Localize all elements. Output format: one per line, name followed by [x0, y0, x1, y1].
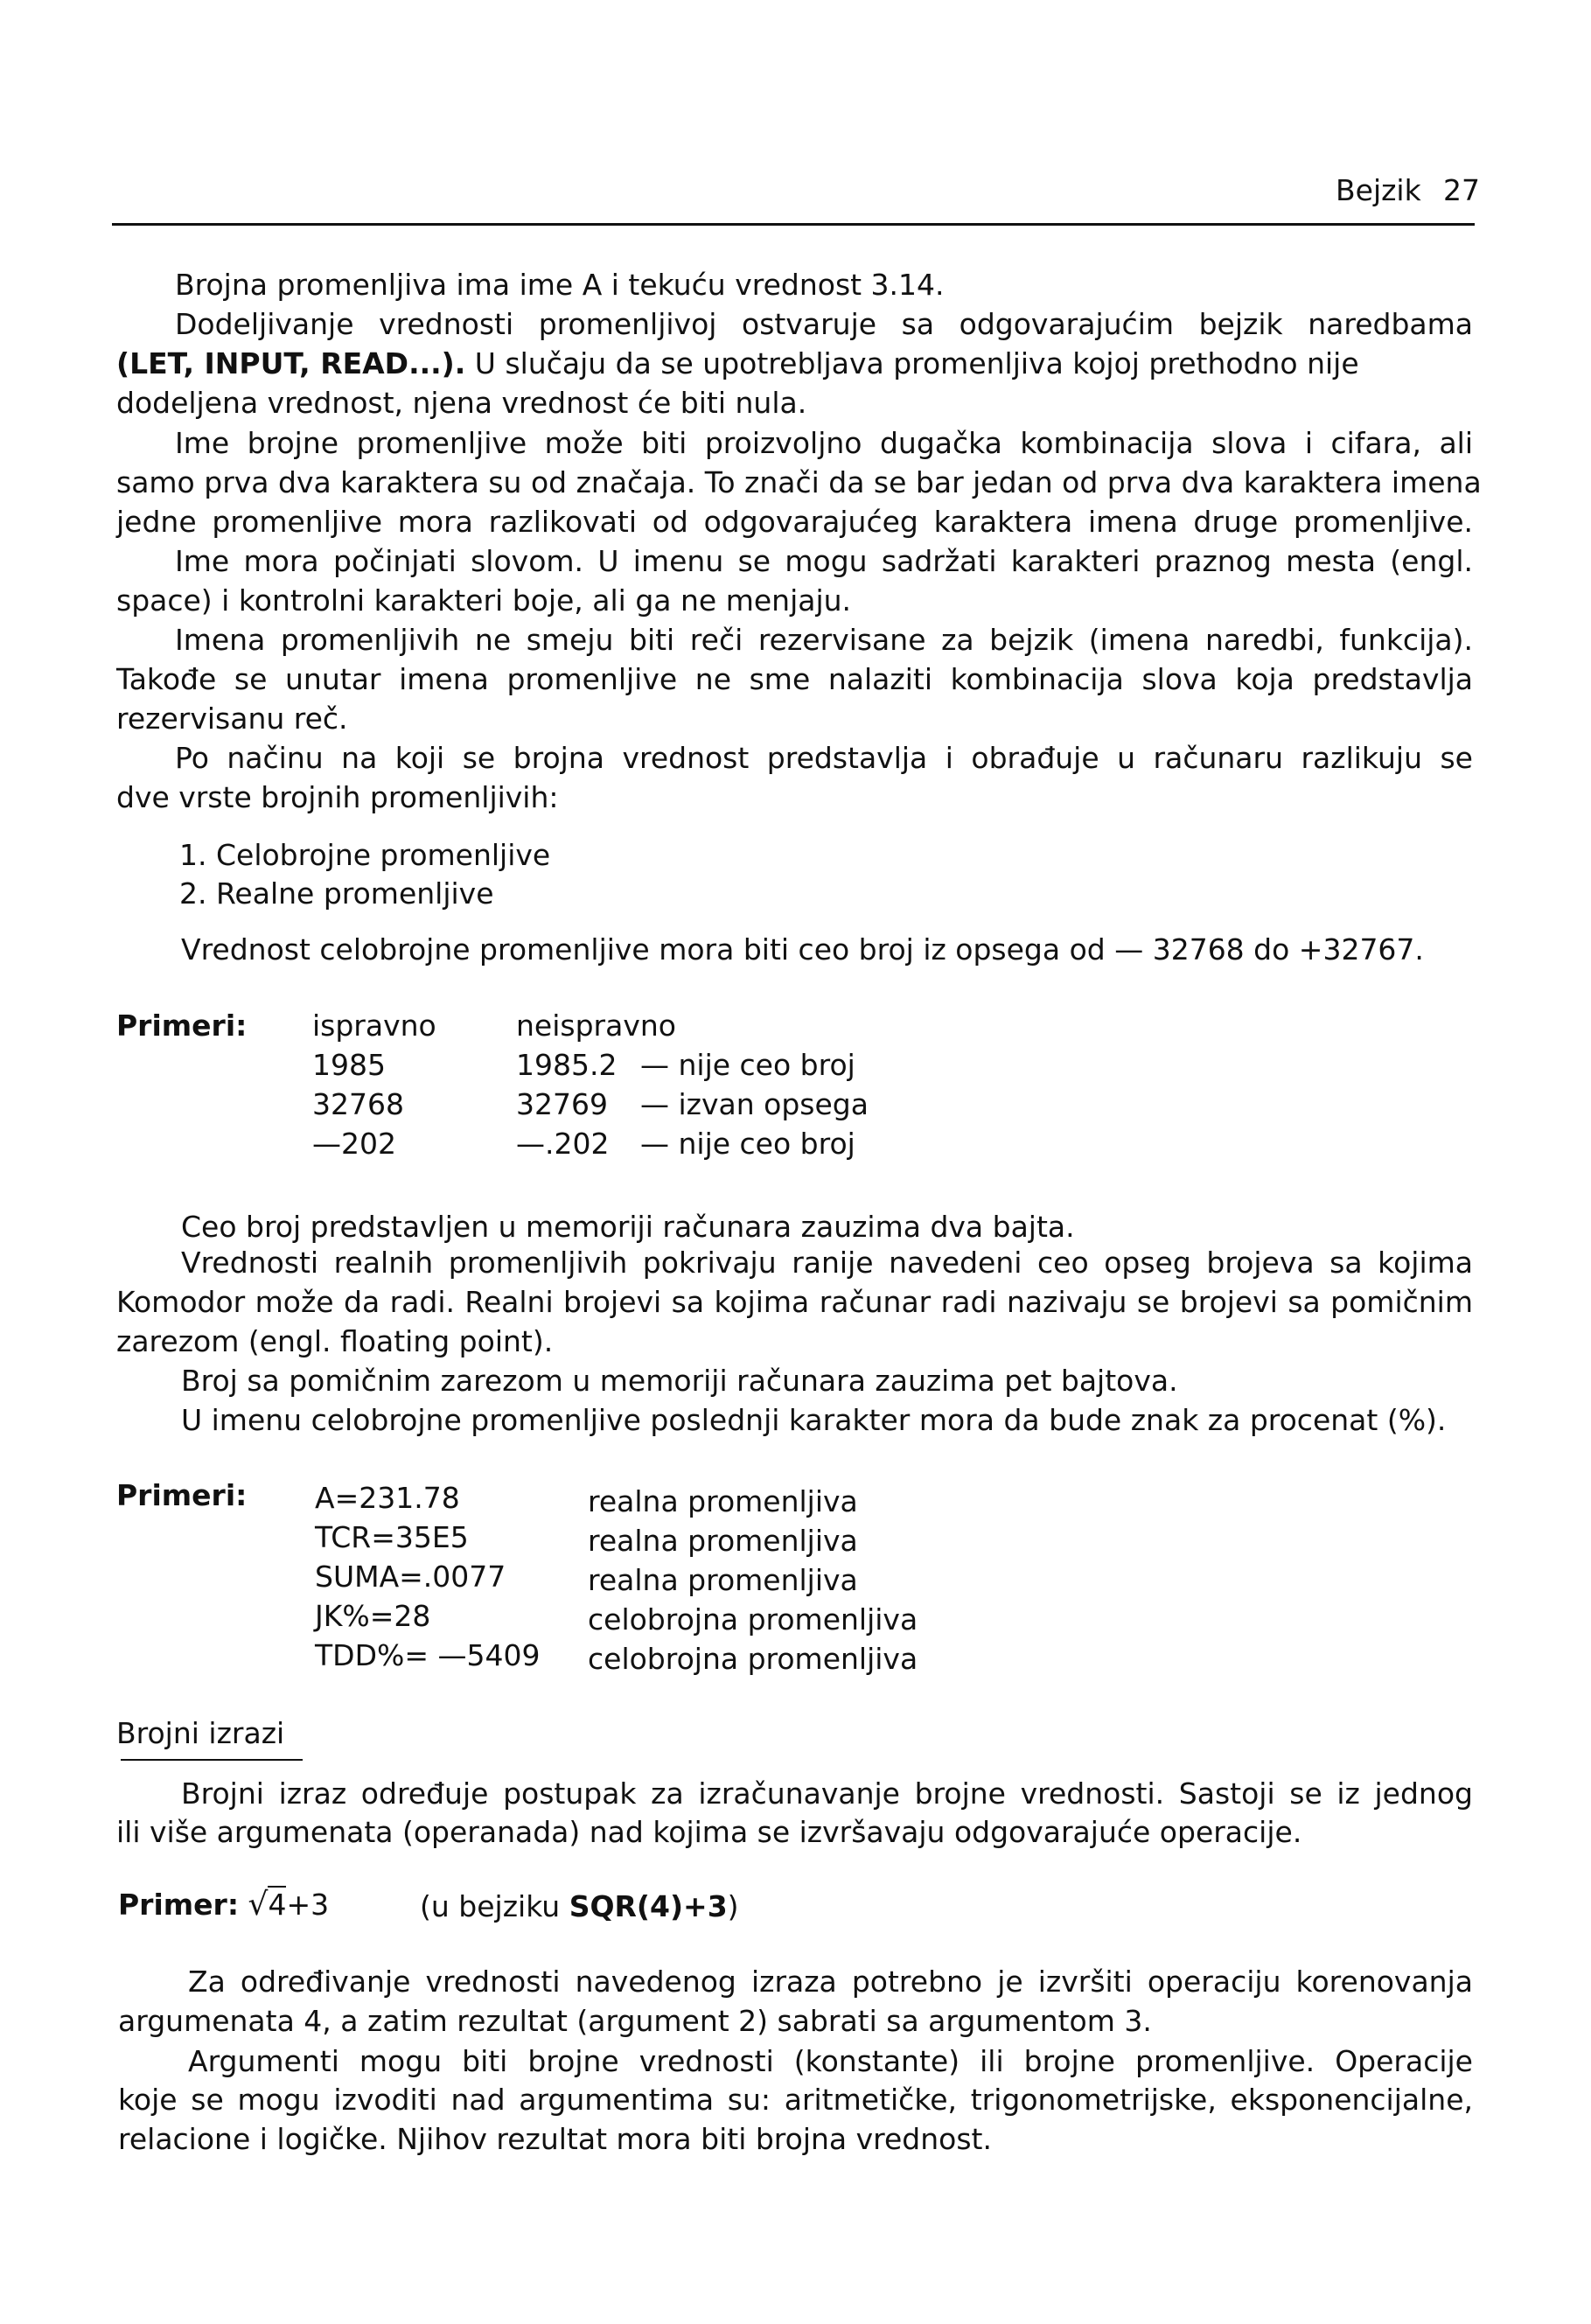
- paragraph-line: Ceo broj predstavljen u memoriji računara zauzima dva bajta.: [181, 1210, 1075, 1244]
- paragraph-line: ili više argumenata (operanada) nad kojima se izvršavaju odgovarajuće operacije.: [116, 1815, 1302, 1849]
- example-expression: A=231.78: [315, 1481, 460, 1515]
- running-title: Bejzik: [1336, 173, 1421, 207]
- example-label: Primer:: [118, 1888, 240, 1922]
- radicand: 4: [268, 1888, 287, 1922]
- example-expression: SUMA=.0077: [315, 1560, 506, 1594]
- example-invalid: 32769: [516, 1087, 608, 1121]
- example-valid: —202: [312, 1127, 396, 1161]
- example-type: celobrojna promenljiva: [588, 1602, 918, 1637]
- example-valid: 32768: [312, 1087, 404, 1121]
- radical-sign: √: [248, 1887, 269, 1923]
- paragraph-line: U imenu celobrojne promenljive poslednji karakter mora da bude znak za procenat (%).: [181, 1403, 1447, 1437]
- paragraph-line: dve vrste brojnih promenljivih:: [116, 780, 559, 814]
- paragraph-line: koje se mogu izvoditi nad argumentima su: aritmetičke, trigonometrijske, eksponencijalne,: [118, 2083, 1473, 2117]
- examples-label: Primeri:: [116, 1478, 248, 1512]
- column-header-valid: ispravno: [312, 1008, 436, 1043]
- list-item: 2. Realne promenljive: [179, 876, 494, 911]
- paragraph-line: rezervisanu reč.: [116, 701, 348, 736]
- basic-equivalent: [420, 1889, 739, 1924]
- paragraph-line: relacione i logičke. Njihov rezultat mora biti brojna vrednost.: [118, 2122, 992, 2156]
- page-number: 27: [1443, 173, 1480, 207]
- paragraph-line: Ime brojne promenljive može biti proizvoljno dugačka kombinacija slova i cifara, ali: [175, 426, 1473, 460]
- examples-label: Primeri:: [116, 1008, 248, 1043]
- example-invalid: —.202: [516, 1127, 610, 1161]
- paragraph-text: U slučaju da se upotrebljava promenljiva kojoj prethodno nije: [465, 346, 1359, 380]
- example-valid: 1985: [312, 1048, 386, 1082]
- paragraph-line: Ime mora počinjati slovom. U imenu se mogu sadržati karakteri praznog mesta (engl.: [175, 544, 1473, 578]
- paragraph-line: Vrednosti realnih promenljivih pokrivaju ranije navedeni ceo opseg brojeva sa kojima: [181, 1246, 1473, 1280]
- paragraph-line: Brojni izraz određuje postupak za izračunavanje brojne vrednosti. Sastoji se iz jednog: [181, 1776, 1473, 1811]
- example-expression: TCR=35E5: [315, 1520, 469, 1554]
- example-type: realna promenljiva: [588, 1484, 858, 1518]
- paragraph-line: Komodor može da radi. Realni brojevi sa kojima računar radi nazivaju se brojevi sa pomičnim: [116, 1285, 1473, 1319]
- list-item: 1. Celobrojne promenljive: [179, 838, 551, 872]
- example-expression: JK%=28: [315, 1599, 431, 1633]
- paragraph-line: Imena promenljivih ne smeju biti reči rezervisane za bejzik (imena naredbi, funkcija).: [175, 623, 1473, 657]
- paragraph-line: [116, 346, 1473, 381]
- column-header-invalid: neispravno: [516, 1008, 676, 1043]
- paren-close: ): [727, 1889, 739, 1923]
- example-note: — nije ceo broj: [640, 1048, 855, 1082]
- paragraph-line: space) i kontrolni karakteri boje, ali ga ne menjaju.: [116, 583, 852, 618]
- paragraph-line: dodeljena vrednost, njena vrednost će biti nula.: [116, 386, 807, 420]
- example-type: realna promenljiva: [588, 1563, 858, 1597]
- example-type: celobrojna promenljiva: [588, 1642, 918, 1676]
- example-invalid: 1985.2: [516, 1048, 618, 1082]
- paragraph-line: Po načinu na koji se brojna vrednost predstavlja i obrađuje u računaru razlikuju se: [175, 741, 1473, 775]
- example-note: — nije ceo broj: [640, 1127, 855, 1161]
- paragraph-line: Argumenti mogu biti brojne vrednosti (konstante) ili brojne promenljive. Operacije: [188, 2044, 1473, 2078]
- section-heading-underline: [121, 1759, 303, 1761]
- paragraph-line: Vrednost celobrojne promenljive mora biti ceo broj iz opsega od — 32768 do +32767.: [181, 932, 1424, 967]
- paren-open: (u bejziku: [420, 1889, 569, 1923]
- paragraph-line: Dodeljivanje vrednosti promenljivoj ostvaruje sa odgovarajućim bejzik naredbama: [175, 307, 1473, 341]
- example-type: realna promenljiva: [588, 1524, 858, 1558]
- example-expression: TDD%= —5409: [315, 1638, 541, 1672]
- paragraph-line: Brojna promenljiva ima ime A i tekuću vrednost 3.14.: [175, 268, 945, 302]
- paragraph-line: Za određivanje vrednosti navedenog izraza potrebno je izvršiti operaciju korenovanja: [188, 1965, 1473, 1999]
- basic-code: SQR(4)+3: [569, 1889, 728, 1923]
- paragraph-line: Broj sa pomičnim zarezom u memoriji računara zauzima pet bajtova.: [181, 1364, 1178, 1398]
- formula-rest: +3: [286, 1888, 330, 1922]
- paragraph-line: samo prva dva karaktera su od značaja. To znači da se bar jedan od prva dva karaktera imena: [116, 465, 1482, 499]
- paragraph-line: zarezom (engl. floating point).: [116, 1324, 554, 1358]
- statement-list: (LET, INPUT, READ...).: [116, 346, 466, 380]
- paragraph-line: argumenata 4, a zatim rezultat (argument 2) sabrati sa argumentom 3.: [118, 2004, 1152, 2038]
- paragraph-line: Takođe se unutar imena promenljive ne sme nalaziti kombinacija slova koja predstavlja: [116, 662, 1473, 696]
- header-rule: [112, 223, 1475, 226]
- example-formula: [118, 1888, 329, 1923]
- example-note: — izvan opsega: [640, 1087, 869, 1121]
- paragraph-line: jedne promenljive mora razlikovati od odgovarajućeg karaktera imena druge promenljive.: [116, 505, 1473, 539]
- section-heading: Brojni izrazi: [116, 1716, 285, 1750]
